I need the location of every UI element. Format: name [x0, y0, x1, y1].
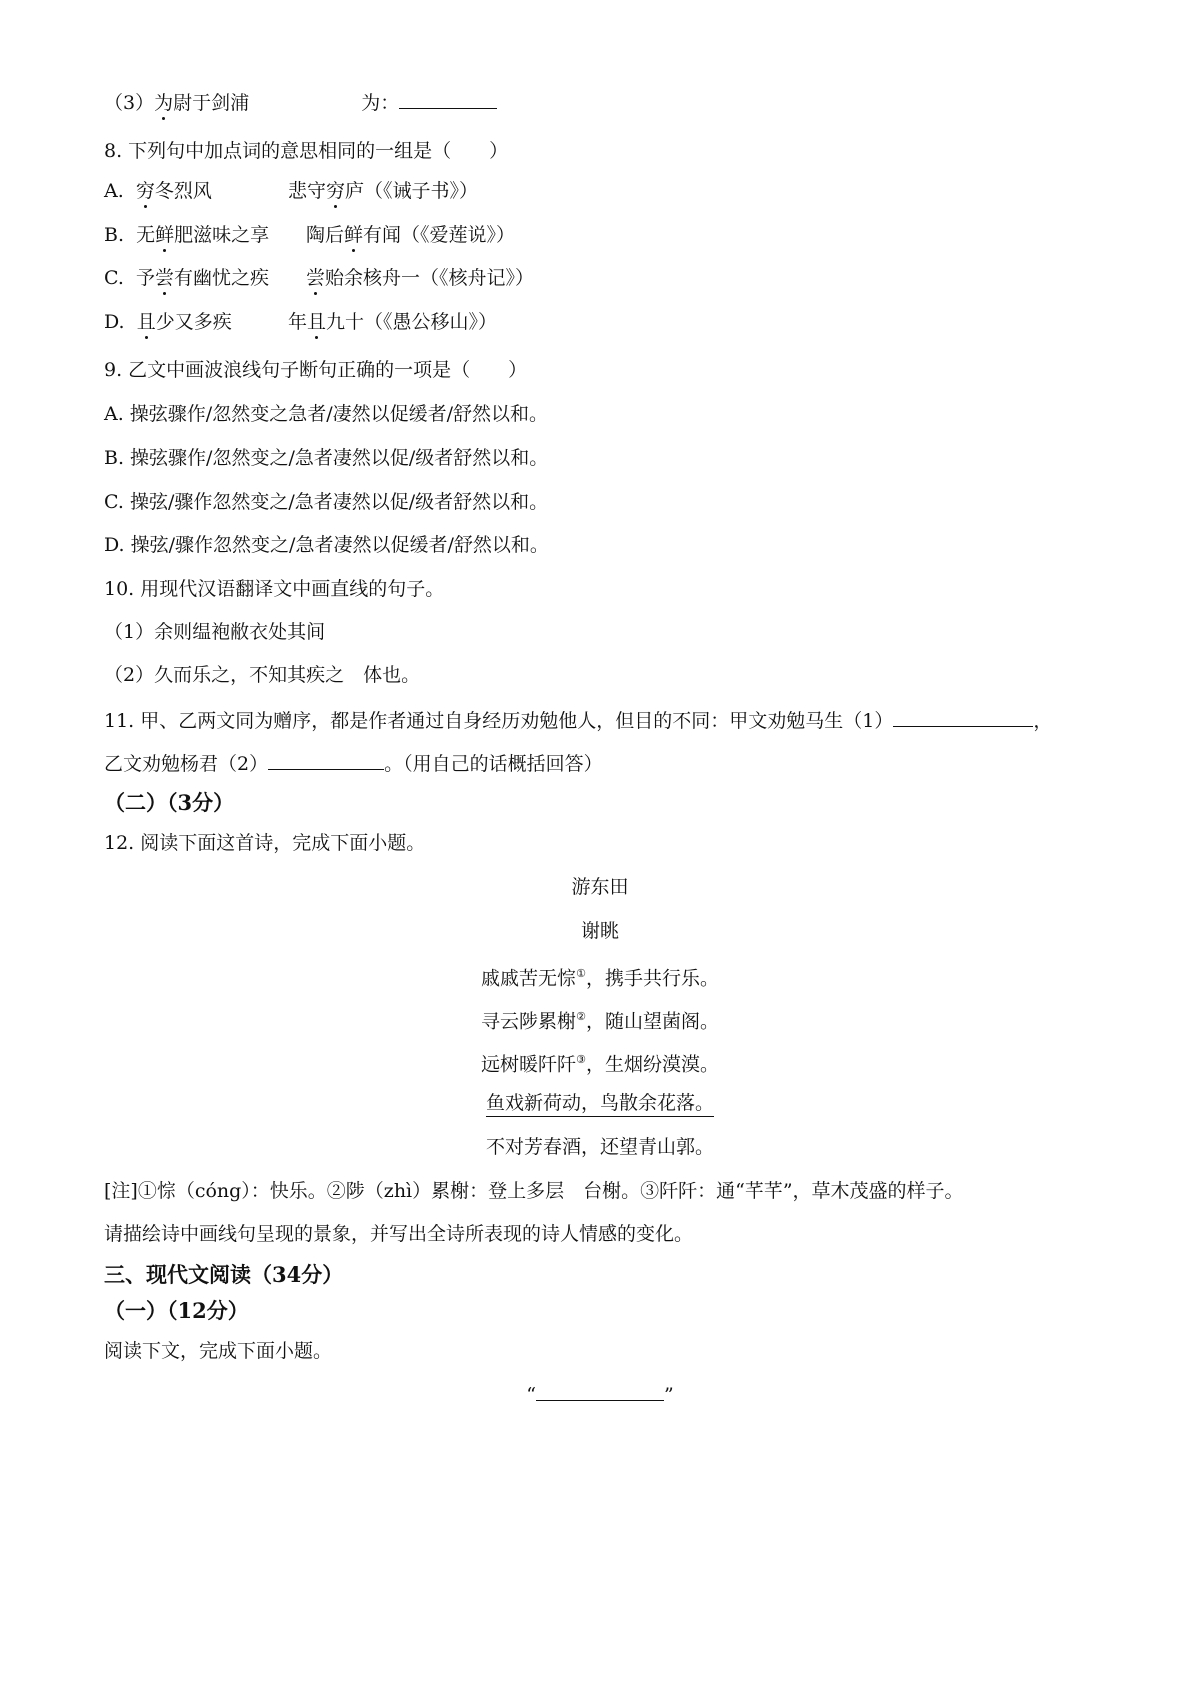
q9-stem: 9. 乙文中画波浪线句子断句正确的一项是（ ） [104, 359, 528, 381]
essay-title-blank[interactable]: “ ” [0, 1380, 1200, 1408]
q10-sentence-1: （1）余则缊袍敝衣处其间 [104, 621, 326, 643]
q8-stem: 8. 下列句中加点词的意思相同的一组是（ ） [104, 140, 509, 162]
q9-option-d[interactable]: D. 操弦/骤作忽然变之/急者凄然以促缓者/舒然以和。 [104, 534, 549, 556]
section-2-heading: （二）（3分） [104, 790, 235, 815]
q11-blank-2[interactable] [268, 749, 384, 770]
poem-notes: [注]①悰（cóng）：快乐。②陟（zhì）累榭：登上多层 台榭。③阡阡：通“芊芊”，草木茂盛的样子。 [104, 1180, 964, 1202]
poem-line-2: 寻云陟累榭②，随山望菌阁。 [481, 1010, 719, 1033]
q9-option-b[interactable]: B. 操弦骤作/忽然变之/急者凄然以促/级者舒然以和。 [104, 447, 549, 469]
q8-option-b-compare: 陶后鲜有闻（《爱莲说》） [306, 224, 516, 246]
section-3-heading: 三、现代文阅读（34分） [104, 1262, 344, 1287]
poem-line-3: 远树暖阡阡③，生烟纷漠漠。 [481, 1053, 719, 1076]
q7-answer-label: 为： [361, 92, 400, 114]
q10-stem: 10. 用现代汉语翻译文中画直线的句子。 [104, 578, 445, 600]
q8-option-b[interactable]: B. 无鲜肥滋味之享 [104, 224, 270, 246]
q9-option-a[interactable]: A. 操弦骤作/忽然变之急者/凄然以促缓者/舒然以和。 [104, 403, 549, 425]
q11-text-2: 乙文劝勉杨君（2） [104, 753, 269, 775]
q8-option-c-compare: 尝贻余核舟一（《核舟记》） [306, 267, 535, 289]
section-3-1-heading: （一）（12分） [104, 1298, 249, 1323]
q12-stem: 12. 阅读下面这首诗，完成下面小题。 [104, 832, 426, 854]
poem-line-5: 不对芳春酒，还望青山郭。 [485, 1136, 714, 1158]
q8-option-a[interactable]: A. 穷冬烈风 [104, 180, 212, 202]
poem-author: 谢眺 [580, 920, 619, 942]
q11-line-1: 11. 甲、乙两文同为赠序，都是作者通过自身经历劝勉他人，但目的不同：甲文劝勉马生（1） ， [104, 706, 1052, 734]
q10-sentence-2: （2）久而乐之，不知其疾之 体也。 [104, 664, 421, 686]
poem-line-4-underlined: 鱼戏新荷动，鸟散余花落。 [485, 1092, 714, 1114]
poem-title: 游东田 [571, 876, 629, 898]
q11-line-2: 乙文劝勉杨君（2） 。（用自己的话概括回答） [104, 749, 603, 777]
reading-prompt: 阅读下文，完成下面小题。 [104, 1340, 333, 1362]
q11-text-1: 11. 甲、乙两文同为赠序，都是作者通过自身经历劝勉他人，但目的不同：甲文劝勉马生（1） [104, 710, 894, 732]
q7-item-3-label: （3）为尉于剑浦 [104, 92, 250, 114]
q8-option-a-compare: 悲守穷庐（《诫子书》） [288, 180, 479, 202]
q7-item-3 [104, 88, 497, 116]
poem-line-1: 戚戚苦无悰①，携手共行乐。 [481, 967, 719, 990]
q9-option-c[interactable]: C. 操弦/骤作忽然变之/急者凄然以促/级者舒然以和。 [104, 491, 549, 513]
q8-option-d[interactable]: D. 且少又多疾 [104, 311, 232, 333]
q11-blank-1[interactable] [893, 706, 1033, 727]
q8-option-d-compare: 年且九十（《愚公移山》） [288, 311, 498, 333]
q7-answer-blank[interactable] [399, 88, 497, 109]
q8-option-c[interactable]: C. 予尝有幽忧之疾 [104, 267, 270, 289]
q12-question: 请描绘诗中画线句呈现的景象，并写出全诗所表现的诗人情感的变化。 [104, 1223, 694, 1245]
